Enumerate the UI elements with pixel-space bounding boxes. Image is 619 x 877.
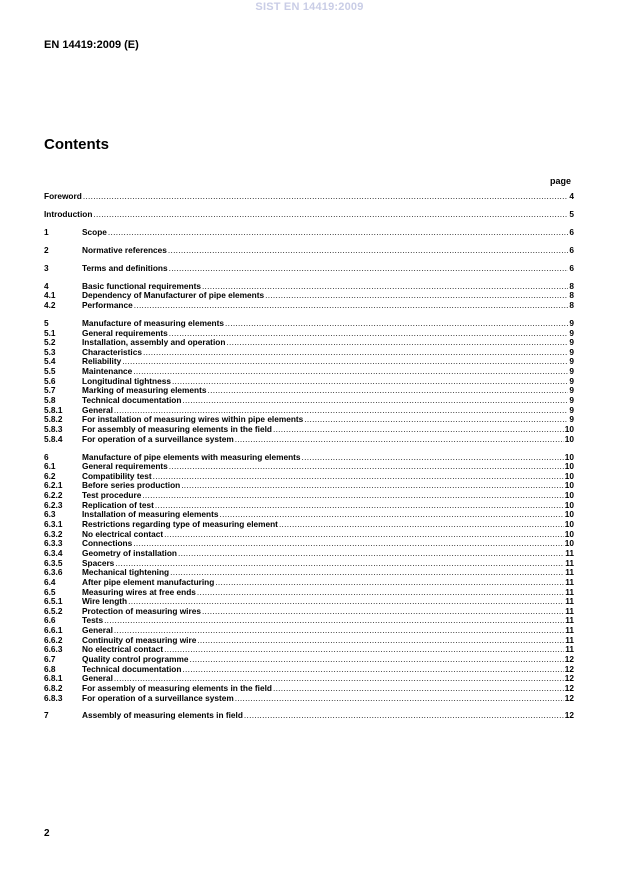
toc-entry-title: Assembly of measuring elements in field <box>82 710 243 721</box>
toc-dot-leader <box>226 338 568 348</box>
toc-dot-leader <box>273 684 564 694</box>
toc-entry-page: 12 <box>564 663 574 674</box>
toc-entry-number: 6.6.1 <box>44 625 63 636</box>
toc-dot-leader <box>170 568 564 578</box>
toc-entry-page: 11 <box>565 625 574 636</box>
toc-entry-page: 11 <box>565 596 574 607</box>
toc-entry-number: 6.6.3 <box>44 644 63 655</box>
toc-entry-title: Continuity of measuring wire <box>82 634 197 645</box>
toc-entry-number: 6.3.2 <box>44 528 63 539</box>
toc-entry-number: 5.4 <box>44 356 56 367</box>
toc-entry-page: 9 <box>569 385 574 396</box>
toc-entry-number: 5.2 <box>44 337 56 348</box>
toc-entry-page: 9 <box>569 414 574 425</box>
toc-entry-title: Spacers <box>82 557 115 568</box>
toc-dot-leader <box>93 210 568 220</box>
toc-dot-leader <box>169 264 569 274</box>
toc-entry-page: 10 <box>564 461 574 472</box>
toc-dot-leader <box>134 301 569 311</box>
toc-entry-number: 6.8.3 <box>44 692 63 703</box>
toc-entry-title: Performance <box>82 299 133 310</box>
toc-dot-leader <box>202 607 564 617</box>
toc-entry-title: Scope <box>82 226 107 237</box>
toc-entry-title: Connections <box>82 538 133 549</box>
toc-entry-title: Protection of measuring wires <box>82 605 201 616</box>
toc-entry-number: 5.6 <box>44 375 56 386</box>
toc-entry-title: For installation of measuring wires within pipe elements <box>82 414 304 425</box>
toc-entry-title: Marking of measuring elements <box>82 385 207 396</box>
toc-entry-number: 6.3 <box>44 509 56 520</box>
toc-entry-page: 9 <box>569 327 574 338</box>
toc-entry-page: 11 <box>565 557 574 568</box>
toc-entry-number: 6.3.6 <box>44 567 63 578</box>
toc-dot-leader <box>133 539 564 549</box>
toc-entry[interactable] <box>44 228 574 238</box>
toc-entry-number: 3 <box>44 262 49 273</box>
toc-dot-leader <box>122 357 568 367</box>
toc-entry-title: Replication of test <box>82 499 154 510</box>
toc-entry-title: For operation of a surveillance system <box>82 692 234 703</box>
toc-entry[interactable] <box>44 607 574 617</box>
toc-entry[interactable] <box>44 246 574 256</box>
toc-entry-number: 5.8.3 <box>44 423 63 434</box>
page-title: Contents <box>44 136 109 153</box>
toc-entry-number: 6.2.3 <box>44 499 63 510</box>
toc-entry-title: Wire length <box>82 596 128 607</box>
toc-dot-leader <box>265 291 568 301</box>
toc-entry-title: For assembly of measuring elements in the field <box>82 423 272 434</box>
toc-entry-page: 10 <box>564 509 574 520</box>
toc-entry-number: 6.2 <box>44 470 56 481</box>
toc-dot-leader <box>235 435 564 445</box>
toc-entry[interactable] <box>44 396 574 406</box>
toc-entry-title: Longitudinal tightness <box>82 375 171 386</box>
toc-entry-title: Technical documentation <box>82 663 182 674</box>
toc-entry-title: After pipe element manufacturing <box>82 576 215 587</box>
toc-dot-leader <box>182 665 563 675</box>
toc-entry-number: 5.5 <box>44 366 56 377</box>
toc-dot-leader <box>108 228 568 238</box>
toc-dot-leader <box>208 386 569 396</box>
toc-entry-page: 6 <box>569 262 574 273</box>
toc-entry-number: 5.1 <box>44 327 56 338</box>
toc-entry-title: Before series production <box>82 480 181 491</box>
toc-entry-number: 5.8.2 <box>44 414 63 425</box>
toc-dot-leader <box>235 694 564 704</box>
toc-entry-title: Foreword <box>44 191 82 201</box>
toc-entry-page: 9 <box>569 375 574 386</box>
toc-entry[interactable] <box>44 435 574 445</box>
toc-entry-number: 6.3.4 <box>44 547 63 558</box>
toc-entry-title: Technical documentation <box>82 395 182 406</box>
toc-entry-number: 6.2.2 <box>44 490 63 501</box>
toc-entry-title: Normative references <box>82 244 167 255</box>
toc-entry-page: 12 <box>564 653 574 664</box>
toc-entry-number: 4.1 <box>44 290 56 301</box>
document-id: EN 14419:2009 (E) <box>44 39 139 51</box>
toc-entry-title: Dependency of Manufacturer of pipe elements <box>82 290 265 301</box>
toc-entry-number: 6.8.2 <box>44 682 63 693</box>
toc-entry-page: 12 <box>564 673 574 684</box>
toc-entry-title: Terms and definitions <box>82 262 168 273</box>
toc-entry[interactable] <box>44 711 574 721</box>
toc-dot-leader <box>115 559 564 569</box>
toc-entry-page: 9 <box>569 346 574 357</box>
toc-entry-page: 8 <box>569 280 574 291</box>
toc-entry-number: 6 <box>44 451 49 462</box>
toc-entry-number: 5.3 <box>44 346 56 357</box>
toc-entry-title: Characteristics <box>82 346 142 357</box>
toc-entry-title: Installation of measuring elements <box>82 509 219 520</box>
toc-entry-number: 6.4 <box>44 576 56 587</box>
toc-entry-number: 6.8 <box>44 663 56 674</box>
toc-entry-page: 12 <box>564 692 574 703</box>
toc-entry-title: Quality control programme <box>82 653 189 664</box>
toc-dot-leader <box>197 636 564 646</box>
toc-entry-page: 10 <box>564 490 574 501</box>
toc-entry[interactable] <box>44 301 574 311</box>
toc-entry-title: Basic functional requirements <box>82 280 201 291</box>
toc-dot-leader <box>133 367 568 377</box>
toc-dot-leader <box>197 588 564 598</box>
toc-entry-number: 5.8.4 <box>44 433 63 444</box>
toc-entry-number: 6.5.2 <box>44 605 63 616</box>
toc-entry-page: 8 <box>569 290 574 301</box>
toc-dot-leader <box>304 415 568 425</box>
toc-entry-page: 10 <box>564 433 574 444</box>
toc-entry-page: 9 <box>569 317 574 328</box>
toc-entry-page: 10 <box>564 499 574 510</box>
toc-entry-page: 8 <box>569 299 574 310</box>
toc-dot-leader <box>181 481 564 491</box>
toc-entry-page: 6 <box>569 226 574 237</box>
toc-entry[interactable] <box>44 348 574 358</box>
toc-entry-number: 1 <box>44 226 49 237</box>
toc-dot-leader <box>104 616 564 626</box>
toc-entry-title: Reliability <box>82 356 122 367</box>
toc-entry-page: 4 <box>569 191 574 201</box>
toc-entry-number: 5.8.1 <box>44 404 63 415</box>
toc-entry[interactable] <box>44 192 574 202</box>
toc-dot-leader <box>279 520 564 530</box>
toc-dot-leader <box>169 329 569 339</box>
toc-dot-leader <box>153 472 564 482</box>
toc-dot-leader <box>273 425 564 435</box>
toc-entry-title: Geometry of installation <box>82 547 177 558</box>
toc-dot-leader <box>302 453 564 463</box>
toc-entry-number: 6.1 <box>44 461 56 472</box>
toc-entry-page: 12 <box>564 682 574 693</box>
table-of-contents <box>44 192 574 721</box>
toc-dot-leader <box>164 530 564 540</box>
toc-entry-title: General requirements <box>82 327 168 338</box>
toc-dot-leader <box>143 348 568 358</box>
toc-dot-leader <box>182 396 568 406</box>
toc-entry-page: 10 <box>564 470 574 481</box>
toc-entry-page: 11 <box>565 586 574 597</box>
toc-entry-title: For operation of a surveillance system <box>82 433 234 444</box>
toc-entry-title: General <box>82 625 113 636</box>
page-number: 2 <box>44 828 50 839</box>
toc-entry-title: Tests <box>82 615 104 626</box>
toc-entry-number: 5.8 <box>44 395 56 406</box>
toc-entry[interactable] <box>44 616 574 626</box>
toc-dot-leader <box>169 462 564 472</box>
toc-entry-title: General <box>82 673 113 684</box>
toc-entry-number: 6.3.1 <box>44 519 63 530</box>
toc-entry[interactable] <box>44 264 574 274</box>
toc-entry-page: 10 <box>564 423 574 434</box>
toc-entry-title: Compatibility test <box>82 470 152 481</box>
toc-entry-page: 11 <box>565 576 574 587</box>
toc-entry-page: 5 <box>569 208 574 219</box>
toc-entry-title: No electrical contact <box>82 644 164 655</box>
toc-entry-page: 10 <box>564 480 574 491</box>
toc-entry-page: 11 <box>565 644 574 655</box>
toc-entry-title: Manufacture of pipe elements with measuring elements <box>82 451 301 462</box>
toc-entry-number: 6.3.5 <box>44 557 63 568</box>
toc-entry-page: 10 <box>564 528 574 539</box>
toc-entry-number: 6.7 <box>44 653 56 664</box>
toc-dot-leader <box>142 491 563 501</box>
toc-entry-title: Maintenance <box>82 366 133 377</box>
toc-entry-title: Restrictions regarding type of measuring element <box>82 519 278 530</box>
toc-entry[interactable] <box>44 665 574 675</box>
toc-entry-page: 12 <box>564 710 574 721</box>
toc-entry-page: 10 <box>564 519 574 530</box>
toc-entry-page: 11 <box>565 547 574 558</box>
toc-entry-number: 6.8.1 <box>44 673 63 684</box>
toc-entry-number: 6.5 <box>44 586 56 597</box>
toc-entry-page: 6 <box>569 244 574 255</box>
watermark-text: SIST EN 14419:2009 <box>255 1 364 13</box>
toc-entry-title: Mechanical tightening <box>82 567 170 578</box>
toc-entry-page: 11 <box>565 634 574 645</box>
page-column-label: page <box>549 176 571 186</box>
toc-entry-number: 6.2.1 <box>44 480 63 491</box>
toc-entry-page: 9 <box>569 337 574 348</box>
toc-dot-leader <box>225 319 568 329</box>
toc-entry-title: Installation, assembly and operation <box>82 337 226 348</box>
toc-entry-page: 11 <box>565 615 574 626</box>
toc-entry-title: General <box>82 404 113 415</box>
toc-entry-page: 9 <box>569 404 574 415</box>
toc-entry-title: Measuring wires at free ends <box>82 586 196 597</box>
toc-entry-title: For assembly of measuring elements in the field <box>82 682 272 693</box>
toc-entry-page: 9 <box>569 395 574 406</box>
toc-entry-page: 9 <box>569 366 574 377</box>
toc-entry-number: 6.3.3 <box>44 538 63 549</box>
toc-entry-title: Test procedure <box>82 490 142 501</box>
toc-entry-number: 4 <box>44 280 49 291</box>
toc-dot-leader <box>83 192 569 202</box>
toc-entry-number: 5 <box>44 317 49 328</box>
toc-entry[interactable] <box>44 549 574 559</box>
toc-dot-leader <box>172 377 568 387</box>
toc-entry-number: 6.6 <box>44 615 56 626</box>
toc-dot-leader <box>178 549 564 559</box>
toc-entry-page: 10 <box>564 538 574 549</box>
toc-entry-title: Introduction <box>44 208 93 219</box>
toc-entry-page: 10 <box>564 451 574 462</box>
toc-entry[interactable] <box>44 694 574 704</box>
toc-entry-title: General requirements <box>82 461 168 472</box>
toc-dot-leader <box>168 246 569 256</box>
toc-entry-number: 5.7 <box>44 385 56 396</box>
toc-entry-number: 4.2 <box>44 299 56 310</box>
toc-entry-title: Manufacture of measuring elements <box>82 317 225 328</box>
toc-entry-number: 6.5.1 <box>44 596 63 607</box>
toc-entry-page: 11 <box>565 605 574 616</box>
toc-dot-leader <box>244 711 564 721</box>
toc-entry-page: 9 <box>569 356 574 367</box>
toc-entry-number: 6.6.2 <box>44 634 63 645</box>
toc-dot-leader <box>215 578 564 588</box>
toc-dot-leader <box>190 655 564 665</box>
toc-entry[interactable] <box>44 210 574 220</box>
toc-dot-leader <box>164 645 564 655</box>
toc-entry-page: 11 <box>565 567 574 578</box>
toc-entry-number: 2 <box>44 244 49 255</box>
toc-entry-number: 7 <box>44 710 49 721</box>
toc-entry-title: No electrical contact <box>82 528 164 539</box>
